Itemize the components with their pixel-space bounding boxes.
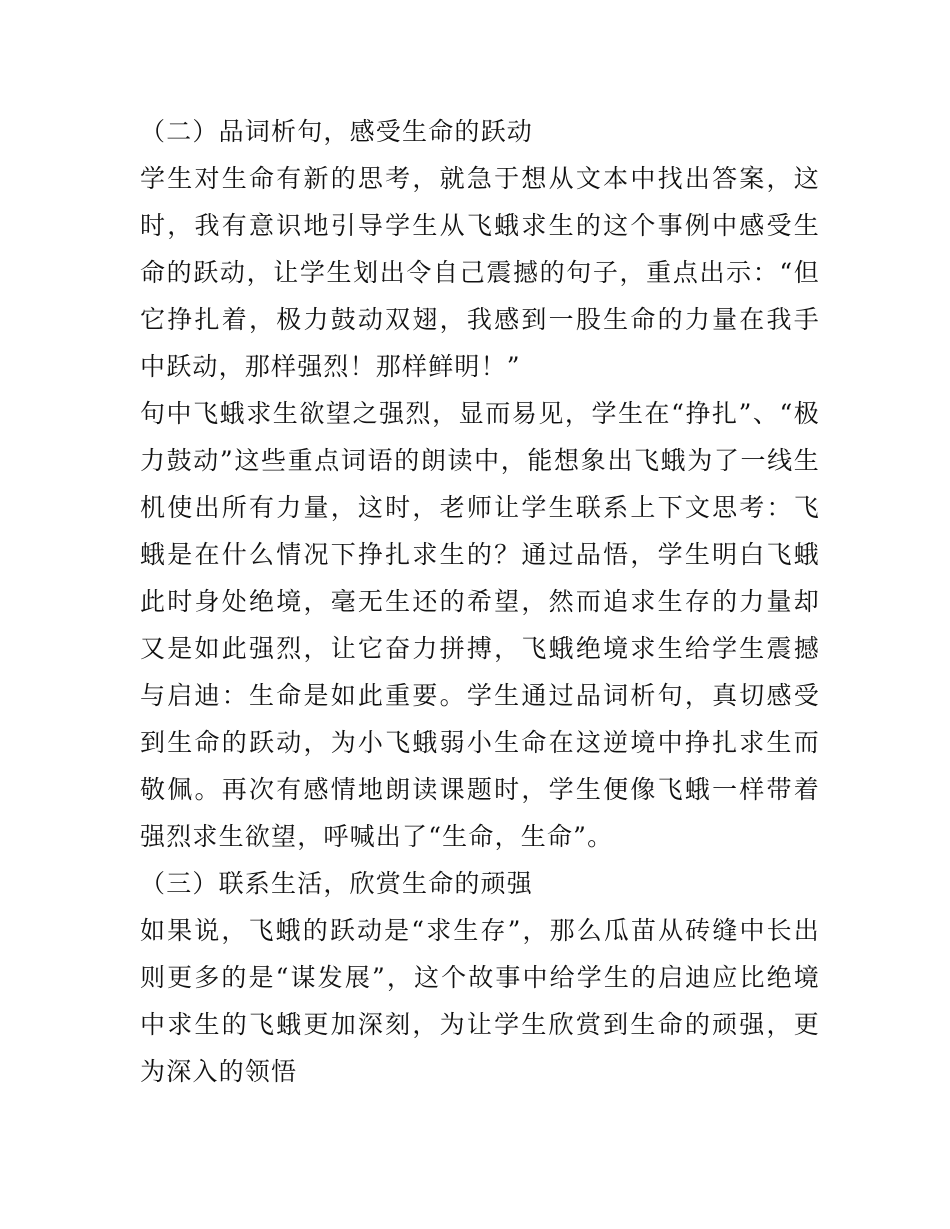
paragraph-2-1: 学生对生命有新的思考，就急于想从文本中找出答案，这时，我有意识地引导学生从飞蛾求生的这个事例中感受生命的跃动，让学生划出令自己震撼的句子，重点出示：“但它挣扎着，极力鼓动双翅，我感到一股生命的力量在我手中跃动，那样强烈！那样鲜明！” (140, 164, 820, 381)
paragraph-3-1: 如果说，飞蛾的跃动是“求生存”，那么瓜苗从砖缝中长出则更多的是“谋发展”，这个故事中给学生的启迪应比绝境中求生的飞蛾更加深刻，为让学生欣赏到生命的顽强，更为深入的领悟 (140, 916, 820, 1086)
document-body (140, 108, 820, 1095)
section-heading-3: （三）联系生活，欣赏生命的顽强 (140, 869, 534, 898)
paragraph-2-2: 句中飞蛾求生欲望之强烈，显而易见，学生在“挣扎”、“极力鼓动”这些重点词语的朗读中，能想象出飞蛾为了一线生机使出所有力量，这时，老师让学生联系上下文思考：飞蛾是在什么情况下挣扎求生的？通过品悟，学生明白飞蛾此时身处绝境，毫无生还的希望，然而追求生存的力量却又是如此强烈，让它奋力拼搏，飞蛾绝境求生给学生震撼与启迪：生命是如此重要。学生通过品词析句，真切感受到生命的跃动，为小飞蛾弱小生命在这逆境中挣扎求生而敬佩。再次有感情地朗读课题时，学生便像飞蛾一样带着强烈求生欲望，呼喊出了“生命，生命”。 (140, 399, 820, 851)
section-heading-2: （二）品词析句，感受生命的跃动 (140, 117, 534, 146)
